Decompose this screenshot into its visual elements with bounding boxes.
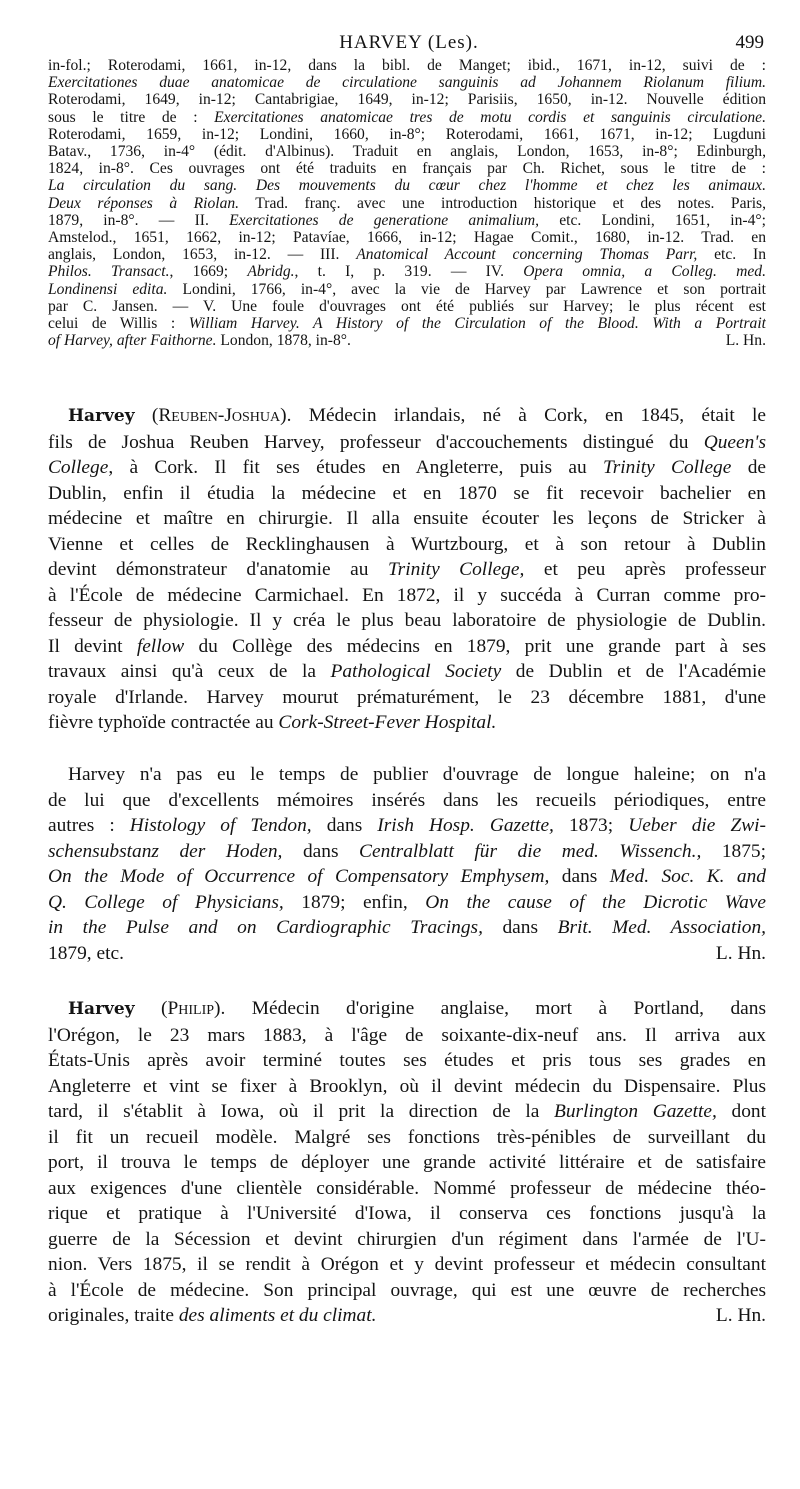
text-line: de lui que d'excellents mémoires insérés dans les recueils périodiques, entre	[48, 789, 766, 811]
text-line: fils de Joshua Reuben Harvey, professeur d'accouchements distingué du Queen's	[48, 431, 766, 453]
text-line: Harvey (Philip). Médecin d'origine anglaise, mort à Portland, dans	[68, 998, 766, 1019]
text-line: in the Pulse and on Cardiographic Tracings, dans Brit. Med. Association,	[48, 917, 766, 938]
text-line: à l'École de médecine Carmichael. En 1872, il y succéda à Curran comme pro-	[48, 584, 766, 606]
text-line: 1879, etc. L. Hn.	[48, 941, 766, 967]
article-harvey-philip	[48, 996, 766, 1329]
text-line: 1879, in-8°. — II. Exercitationes de generatione animalium, etc. Londini, 1651, in-4°;	[48, 211, 766, 229]
text-line: Exercitationes duae anatomicae de circulatione sanguinis ad Johannem Riolanum filium.	[48, 74, 766, 92]
text-line: il fit un recueil modèle. Malgré ses fonctions très-pénibles de surveillant du	[48, 1126, 766, 1148]
text-line: Londinensi edita. Londini, 1766, in-4°, avec la vie de Harvey par Lawrence et son portrait	[48, 280, 766, 298]
text-line: Roterodami, 1659, in-12; Londini, 1660, in-8°; Roterodami, 1661, 1671, in-12; Lugduni	[48, 125, 766, 143]
text-line: College, à Cork. Il fit ses études en Angleterre, puis au Trinity College de	[48, 457, 766, 478]
text-line: Harvey n'a pas eu le temps de publier d'ouvrage de longue haleine; on n'a	[68, 764, 766, 785]
text-line: Il devint fellow du Collège des médecins en 1879, prit une grande part à ses	[48, 635, 766, 657]
text-line: à l'École de médecine. Son principal ouvrage, qui est une œuvre de recherches	[48, 1279, 766, 1301]
text-line: On the Mode of Occurrence of Compensatory Emphysem, dans Med. Soc. K. and	[48, 866, 766, 887]
text-line: Batav., 1736, in-4° (édit. d'Albinus). Traduit en anglais, London, 1653, in-8°; Edinburgh,	[48, 143, 766, 161]
text-line: Vienne et celles de Recklinghausen à Wurtzbourg, et à son retour à Dublin	[48, 533, 766, 555]
text-line: tard, il s'établit à Iowa, où il prit la direction de la Burlington Gazette, dont	[48, 1101, 766, 1122]
page-number: 499	[735, 32, 764, 53]
article-harvey-reuben-joshua-works	[48, 762, 766, 966]
text-line: Roterodami, 1649, in-12; Cantabrigiae, 1649, in-12; Parisiis, 1650, in-12. Nouvelle édition	[48, 91, 766, 109]
text-line: La circulation du sang. Des mouvements du cœur chez l'homme et chez les animaux.	[48, 177, 766, 195]
text-line: fièvre typhoïde contractée au Cork-Street-Fever Hospital.	[48, 712, 497, 733]
article-harvey-reuben-joshua	[48, 403, 766, 736]
text-line: par C. Jansen. — V. Une foule d'ouvrages ont été publiés sur Harvey; le plus récent est	[48, 297, 766, 315]
text-line: guerre de la Sécession et devint chirurgien d'un régiment dans l'armée de l'U-	[48, 1228, 766, 1250]
text-line: autres : Histology of Tendon, dans Irish Hosp. Gazette, 1873; Ueber die Zwi-	[48, 815, 766, 836]
text-line: Deux réponses à Riolan. Trad. franç. avec une introduction historique et des notes. Paris,	[48, 194, 766, 212]
text-line: Dublin, enfin il étudia la médecine et en 1870 se fit recevoir bachelier en	[48, 482, 766, 504]
text-line: médecine et maître en chirurgie. Il alla ensuite écouter les leçons de Stricker à	[48, 508, 766, 529]
text-line: of Harvey, after Faithorne. London, 1878, in-8°. L. Hn.	[48, 332, 766, 350]
bibliography-paragraph	[48, 57, 766, 349]
entry-headword: Harvey	[68, 406, 135, 426]
text-line: Harvey (Reuben-Joshua). Médecin irlandais, né à Cork, en 1845, était le	[68, 405, 766, 426]
entry-headword: Harvey	[68, 999, 135, 1019]
author-signature: L. Hn.	[715, 1305, 766, 1326]
author-signature: L. Hn.	[725, 332, 766, 350]
page-header	[48, 32, 770, 56]
text-line: États-Unis après avoir terminé toutes ses études et pris tous ses grades en	[48, 1050, 766, 1071]
text-line: Angleterre et vint se fixer à Brooklyn, où il devint médecin du Dispensaire. Plus	[48, 1075, 766, 1097]
text-line: anglais, London, 1653, in-12. — III. Anatomical Account concerning Thomas Parr, etc. In	[48, 246, 766, 264]
text-line: royale d'Irlande. Harvey mourut prématurément, le 23 décembre 1881, d'une	[48, 686, 766, 708]
text-line: travaux ainsi qu'à ceux de la Pathological Society de Dublin et de l'Académie	[48, 661, 766, 682]
text-line: port, il trouva le temps de déployer une grande activité littéraire et de satisfaire	[48, 1152, 766, 1173]
text-line: celui de Willis : William Harvey. A History of the Circulation of the Blood. With a Portrait	[48, 315, 766, 333]
author-signature: L. Hn.	[715, 942, 766, 964]
text-line: 1824, in-8°. Ces ouvrages ont été traduits en français par Ch. Richet, sous le titre de :	[48, 160, 766, 178]
text-line: sous le titre de : Exercitationes anatomicae tres de motu cordis et sanguinis circulatione.	[48, 108, 766, 126]
text-line: rique et pratique à l'Université d'Iowa, il conserva ces fonctions jusqu'à la	[48, 1203, 766, 1224]
text-line: l'Orégon, le 23 mars 1883, à l'âge de soixante-dix-neuf ans. Il arriva aux	[48, 1024, 766, 1046]
text-line: nion. Vers 1875, il se rendit à Orégon et y devint professeur et médecin consultant	[48, 1254, 766, 1275]
text-line: Q. College of Physicians, 1879; enfin, On the cause of the Dicrotic Wave	[48, 891, 766, 913]
text-line: fesseur de physiologie. Il y créa le plus beau laboratoire de physiologie de Dublin.	[48, 610, 766, 631]
text-line: originales, traite des aliments et du climat. L. Hn.	[48, 1303, 766, 1329]
entry-given-names: (Philip).	[161, 998, 226, 1019]
text-line: Philos. Transact., 1669; Abridg., t. I, p. 319. — IV. Opera omnia, a Colleg. med.	[48, 263, 766, 281]
text-line: aux exigences d'une clientèle considérable. Nommé professeur de médecine théo-	[48, 1177, 766, 1199]
entry-given-names: (Reuben-Joshua).	[151, 405, 292, 426]
running-head: HARVEY (Les).	[339, 32, 479, 53]
text-line: in-fol.; Roterodami, 1661, in-12, dans la bibl. de Manget; ibid., 1671, in-12, suivi de :	[48, 57, 766, 74]
text-line: Amstelod., 1651, 1662, in-12; Patavíae, 1666, in-12; Hagae Comit., 1680, in-12. Trad. en	[48, 229, 766, 247]
text-line: schensubstanz der Hoden, dans Centralblatt für die med. Wissench., 1875;	[48, 840, 766, 862]
text-line: devint démonstrateur d'anatomie au Trinity College, et peu après professeur	[48, 559, 766, 580]
